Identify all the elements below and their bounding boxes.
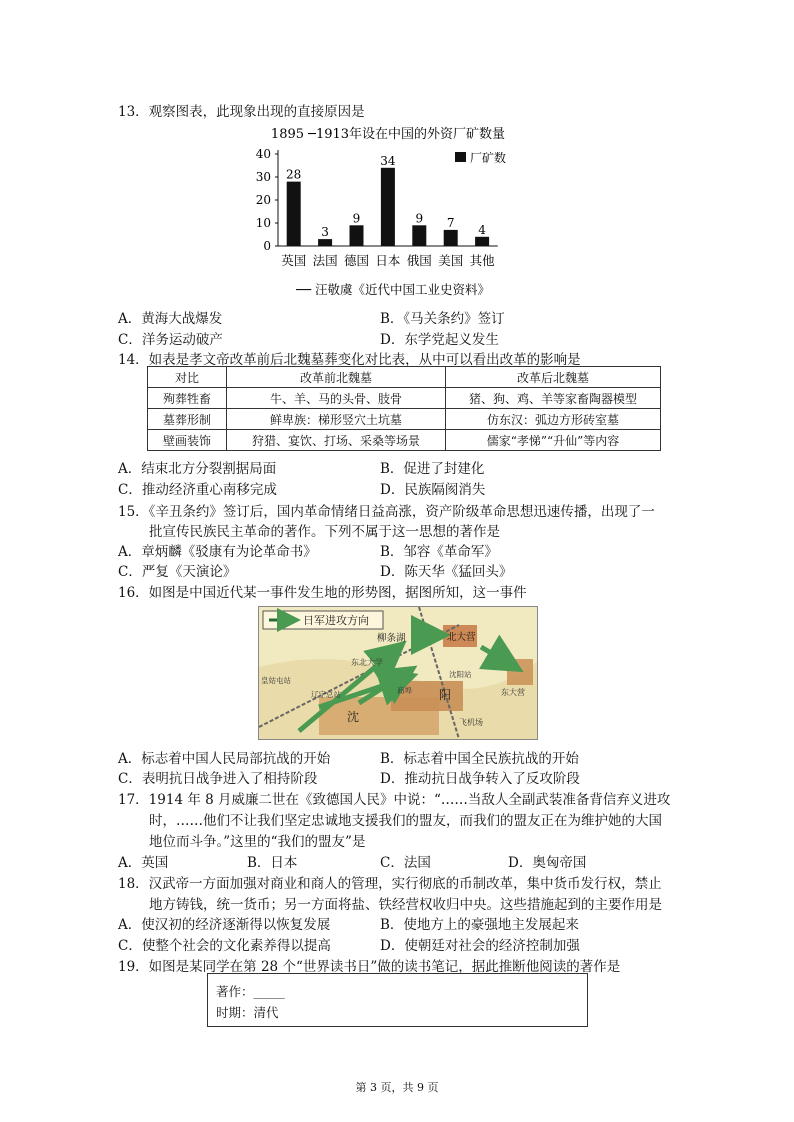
q16-option-b[interactable]: B．标志着中国全民族抗战的开始 [380,751,579,767]
y-tick-label: 40 [255,147,271,161]
map-label: 皇姑屯站 [261,676,291,685]
q16-option-a[interactable]: A．标志着中国人民局部抗战的开始 [118,751,331,767]
q16-stem: 16．如图是中国近代某一事件发生地的形势图，据图所知，这一事件 [118,585,527,601]
q17-option-c[interactable]: C．法国 [380,855,431,871]
q16-option-c[interactable]: C．表明抗日战争进入了相持阶段 [118,771,318,787]
map-label: 东大营 [501,688,525,697]
legend-label: 厂矿数 [470,151,507,165]
q18-stem-line1: 18．汉武帝一方面加强对商业和商人的管理，实行彻底的币制改革，集中货币发行权，禁止 [118,876,662,892]
map-label: 沈 [347,710,360,724]
map-label: 阳 [439,688,452,702]
q15-option-a[interactable]: A．章炳麟《驳康有为论革命书》 [118,544,317,560]
q13-option-a[interactable]: A．黄海大战爆发 [118,311,223,327]
bar [350,225,364,246]
q14-option-c[interactable]: C．推动经济重心南移完成 [118,482,277,498]
map-label: 商埠 [397,686,412,695]
q16-situation-map [258,606,538,740]
note-work: 著作：_____ [216,984,285,999]
map-label: 飞机场 [459,718,483,727]
q14-option-a[interactable]: A．结束北方分裂割据局面 [118,461,277,477]
q14-compare-table [147,366,661,451]
table-cell: 猪、狗、鸡、羊等家畜陶器模型 [446,388,661,409]
bar-value-label: 28 [286,167,302,182]
q18-option-d[interactable]: D．使朝廷对社会的经济控制加强 [380,938,580,954]
y-tick-label: 10 [255,216,271,230]
map-label: 东北大学 [351,658,383,667]
legend-swatch [455,152,466,162]
category-label: 英国 [281,253,307,268]
note-period: 时期：清代 [216,1005,279,1020]
table-cell: 墓葬形制 [148,409,227,430]
bar [287,182,301,246]
q18-option-b[interactable]: B．使地方上的豪强地主发展起来 [380,917,579,933]
q15-option-d[interactable]: D．陈天华《猛回头》 [380,564,513,580]
bar-value-label: 4 [478,222,486,237]
q17-stem-line2: 时，……他们不让我们坚定忠诚地支援我们的盟友，而我们的盟友正在为维护她的大国 [149,813,662,829]
table-cell: 牛、羊、马的头骨、肢骨 [227,388,446,409]
bar-value-label: 7 [446,215,455,230]
q13-option-b[interactable]: B．《马关条约》签订 [380,311,505,327]
table-header-row [148,367,661,388]
q14-stem: 14．如表是孝文帝改革前后北魏墓葬变化对比表，从中可以看出改革的影响是 [118,352,581,368]
category-label: 德国 [343,253,370,268]
q15-option-b[interactable]: B．邹容《革命军》 [380,544,498,560]
chart-category-labels [281,253,495,268]
q13-bar-chart [248,122,548,300]
bar [412,225,426,246]
map-label: 辽宁总站 [311,690,341,699]
q19-reading-note [207,973,588,1027]
page-footer: 第 3 页，共 9 页 [355,1081,439,1094]
q15-stem-line2: 批宣传民族民主革命的著作。下列不属于这一思想的著作是 [149,524,500,540]
table-header: 改革后北魏墓 [446,367,661,388]
map-label: 沈阳站 [449,670,472,679]
bar-value-label: 9 [352,211,361,226]
q18-stem-line2: 地方铸钱，统一货币；另一方面将盐、铁经营权收归中央。这些措施起到的主要作用是 [149,897,662,913]
map-legend: 日军进攻方向 [303,614,369,627]
chart-title: 1895 ─1913年设在中国的外资厂矿数量 [270,127,506,142]
bar [444,230,458,246]
q14-option-d[interactable]: D．民族隔阂消失 [380,482,486,498]
table-cell: 鲜卑族：梯形竖穴土坑墓 [227,409,446,430]
q17-option-d[interactable]: D．奥匈帝国 [508,855,587,871]
q17-stem-line1: 17．1914 年 8 月威廉二世在《致德国人民》中说：“……当敌人全副武装准备背信弃义进攻 [118,792,671,808]
chart-source: ── 汪敬虞《近代中国工业史资料》 [295,282,491,297]
q18-option-c[interactable]: C．使整个社会的文化素养得以提高 [118,938,331,954]
table-header: 对比 [148,367,227,388]
q16-option-d[interactable]: D．推动抗日战争转入了反攻阶段 [380,771,580,787]
bar-value-label: 34 [380,153,396,168]
q13-option-d[interactable]: D．东学党起义发生 [380,332,499,348]
table-row [148,430,661,451]
category-label: 其他 [469,253,495,268]
q18-option-a[interactable]: A．使汉初的经济逐渐得以恢复发展 [118,917,331,933]
y-tick-label: 30 [255,170,271,184]
category-label: 美国 [438,253,464,268]
map-label: 北大营 [447,632,476,643]
bar [381,168,395,246]
table-cell: 仿东汉：弧边方形砖室墓 [446,409,661,430]
table-cell: 儒家“孝悌”“升仙”等内容 [446,430,661,451]
category-label: 俄国 [406,253,432,268]
q17-option-a[interactable]: A．英国 [118,855,169,871]
q15-option-c[interactable]: C．严复《天演论》 [118,564,237,580]
bar [318,239,332,246]
q14-option-b[interactable]: B．促进了封建化 [380,461,485,477]
table-row [148,409,661,430]
bar-value-label: 3 [321,225,329,240]
q13-option-c[interactable]: C．洋务运动破产 [118,332,223,348]
category-label: 日本 [375,253,401,268]
category-label: 法国 [312,253,338,268]
q13-stem: 13．观察图表，此现象出现的直接原因是 [118,104,365,120]
table-cell: 壁画装饰 [148,430,227,451]
q17-option-b[interactable]: B．日本 [247,855,298,871]
table-cell: 狩猎、宴饮、打场、采桑等场景 [227,430,446,451]
q15-stem-line1: 15．《辛丑条约》签订后，国内革命情绪日益高涨，资产阶级革命思想迅速传播，出现了一 [118,504,655,520]
table-row [148,388,661,409]
q19-stem: 19．如图是某同学在第 28 个“世界读书日”做的读书笔记，据此推断他阅读的著作是 [118,959,621,975]
y-tick-label: 0 [263,239,271,253]
bar [475,237,489,246]
bar-value-label: 9 [415,211,424,226]
y-tick-label: 20 [255,193,271,207]
table-cell: 殉葬牲畜 [148,388,227,409]
table-header: 改革前北魏墓 [227,367,446,388]
q17-stem-line3: 地位而斗争。”这里的“我们的盟友”是 [149,834,366,850]
chart-bars [287,168,489,246]
map-label: 柳条湖 [377,633,406,644]
